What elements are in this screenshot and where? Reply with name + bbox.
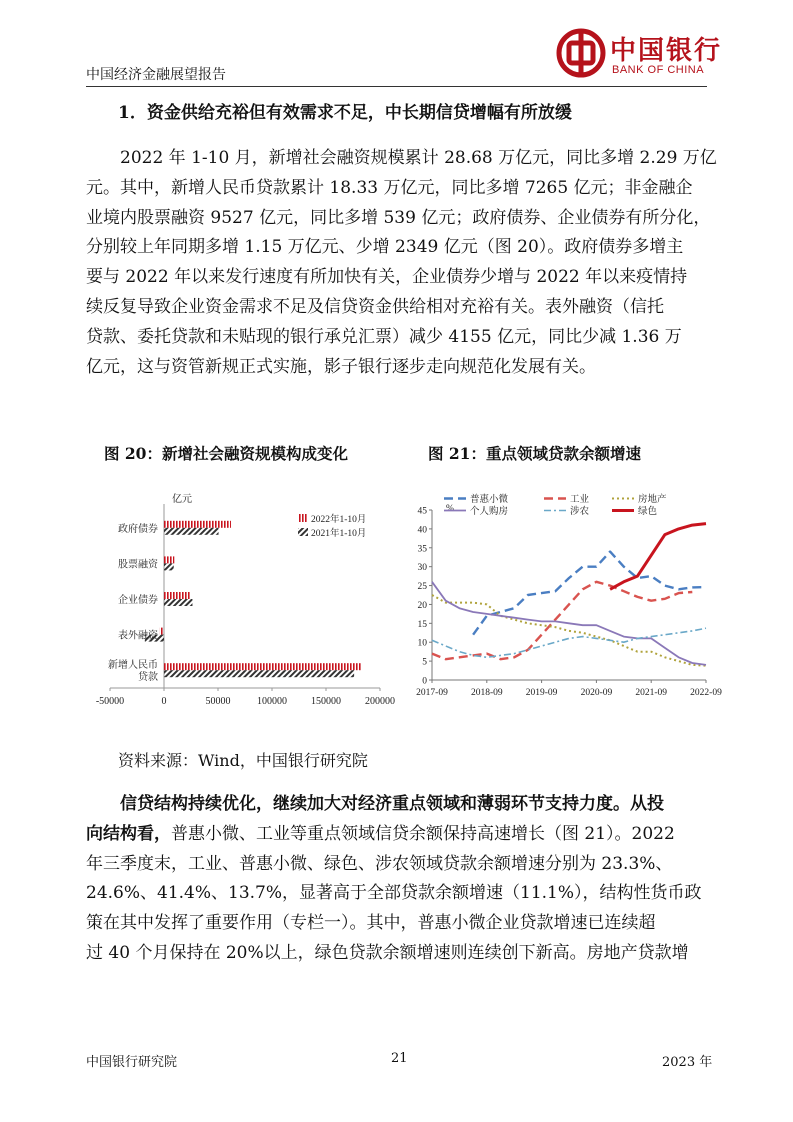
- y-tick-label: 5: [422, 657, 427, 668]
- x-tick-label: 2021-09: [635, 688, 668, 698]
- bar-2021: [164, 599, 192, 606]
- text-line: 过 40 个月保持在 20%以上，绿色贷款余额增速则连续创下新高。房地产贷款增: [86, 942, 689, 963]
- text-line: 分别较上年同期多增 1.15 万亿元、少增 2349 亿元（图 20）。政府债券多增主: [86, 237, 684, 258]
- bar-2022: [164, 556, 174, 563]
- legend-swatch: [298, 528, 308, 536]
- legend-label: 普惠小微: [470, 495, 509, 505]
- y-tick-label: 10: [417, 638, 427, 649]
- text-bold: 向结构看，: [86, 823, 171, 844]
- text-line: 普惠小微、工业等重点领域信贷余额保持高速增长（图 21）。2022: [171, 823, 675, 844]
- series-line-普惠小微: [473, 552, 706, 635]
- text-line: 策在其中发挥了重要作用（专栏一）。其中，普惠小微企业贷款增速已连续超: [86, 913, 656, 934]
- x-tick-label: 2017-09: [416, 688, 448, 698]
- figure21-title: 图 21：重点领域贷款余额增速: [428, 444, 641, 463]
- footer-org: 中国银行研究院: [86, 1055, 178, 1070]
- x-tick-label: 2022-09: [690, 688, 722, 698]
- y-tick-label: 0: [422, 676, 427, 687]
- boc-emblem-icon: [556, 28, 606, 78]
- bar-2021: [164, 563, 174, 570]
- figure21-chart: [410, 488, 722, 720]
- x-tick-label: 2020-09: [580, 688, 613, 698]
- x-tick-label: 200000: [365, 696, 395, 707]
- x-tick-label: 2019-09: [525, 688, 558, 698]
- bar-2022: [164, 521, 231, 528]
- text-line: 续反复导致企业资金需求不足及信贷资金供给相对充裕有关。表外融资（信托: [86, 296, 664, 317]
- section-heading: 1．资金供给充裕但有效需求不足，中长期信贷增幅有所放缓: [118, 103, 572, 123]
- footer-year: 2023 年: [662, 1055, 713, 1070]
- y-tick-label: 20: [417, 600, 427, 611]
- legend-label: 工业: [570, 495, 590, 505]
- text-line: 元。其中，新增人民币贷款累计 18.33 万亿元，同比多增 7265 亿元；非金融企: [86, 177, 693, 198]
- header-rule: [86, 86, 707, 87]
- category-label: 股票融资: [118, 559, 158, 571]
- text-line: 亿元，这与资管新规正式实施，影子银行逐步走向规范化发展有关。: [86, 356, 596, 377]
- figure20-title: 图 20：新增社会融资规模构成变化: [104, 444, 348, 463]
- x-tick-label: 50000: [205, 696, 231, 707]
- bar-2022: [160, 628, 164, 635]
- legend-label: 涉农: [570, 507, 590, 517]
- y-tick-label: 30: [417, 563, 427, 574]
- x-tick-label: 100000: [257, 696, 287, 707]
- x-tick-label: 2018-09: [470, 688, 503, 698]
- y-tick-label: 40: [417, 525, 427, 536]
- legend-label: 房地产: [638, 495, 667, 505]
- x-tick-label: 0: [161, 696, 167, 707]
- figure20-chart: [95, 488, 404, 720]
- category-label: 表外融资: [118, 630, 158, 642]
- bar-2022: [164, 592, 190, 599]
- category-label: 新增人民币: [108, 660, 158, 672]
- bar-2021: [164, 528, 219, 535]
- text-line: 年三季度末，工业、普惠小微、绿色、涉农领域贷款余额增速分别为 23.3%、: [86, 853, 673, 874]
- legend-label: 个人购房: [470, 507, 509, 517]
- paragraph-financing: [86, 144, 717, 382]
- paragraph-credit-structure: [86, 790, 707, 969]
- report-title: 中国经济金融展望报告: [86, 67, 226, 83]
- category-label: 政府债券: [118, 523, 158, 535]
- logo-text-en: BANK OF CHINA: [612, 64, 705, 76]
- series-line-个人购房: [432, 582, 706, 665]
- y-tick-label: 45: [417, 506, 427, 517]
- legend-label: 2022年1-10月: [311, 515, 367, 525]
- y-tick-label: 35: [417, 544, 427, 555]
- bank-logo: [554, 28, 723, 84]
- figure-source: 资料来源：Wind，中国银行研究院: [118, 751, 368, 770]
- bar-2022: [164, 663, 362, 670]
- series-line-涉农: [432, 628, 706, 657]
- page-number: 21: [391, 1051, 408, 1066]
- x-tick-label: 150000: [311, 696, 341, 707]
- text-line: 2022 年 1-10 月，新增社会融资规模累计 28.68 万亿元，同比多增 2.29 万亿: [120, 148, 717, 168]
- y-tick-label: 25: [417, 582, 427, 593]
- x-tick-label: -50000: [95, 696, 125, 707]
- legend-label: 2021年1-10月: [311, 529, 367, 539]
- y-axis-label: %: [446, 504, 454, 514]
- bar-2021: [164, 670, 354, 677]
- category-label: 企业债券: [118, 595, 158, 606]
- text-line-bold: 信贷结构持续优化，继续加大对经济重点领域和薄弱环节支持力度。从投: [120, 794, 664, 814]
- category-label: 贷款: [138, 672, 158, 684]
- series-line-工业: [432, 582, 692, 659]
- text-line: 业境内股票融资 9527 亿元，同比多增 539 亿元；政府债券、企业债券有所分化，: [86, 207, 711, 228]
- legend-label: 绿色: [638, 507, 658, 517]
- y-tick-label: 15: [417, 619, 427, 630]
- text-line: 贷款、委托贷款和未贴现的银行承兑汇票）减少 4155 亿元，同比少减 1.36 万: [86, 326, 682, 347]
- logo-text-cn: 中国银行: [610, 36, 723, 66]
- unit-label: 亿元: [172, 494, 192, 505]
- text-line: 要与 2022 年以来发行速度有所加快有关，企业债券少增与 2022 年以来疫情持: [86, 267, 688, 288]
- text-line: 24.6%、41.4%、13.7%，显著高于全部贷款余额增速（11.1%），结构性货币政: [86, 883, 702, 904]
- legend-swatch: [298, 514, 308, 522]
